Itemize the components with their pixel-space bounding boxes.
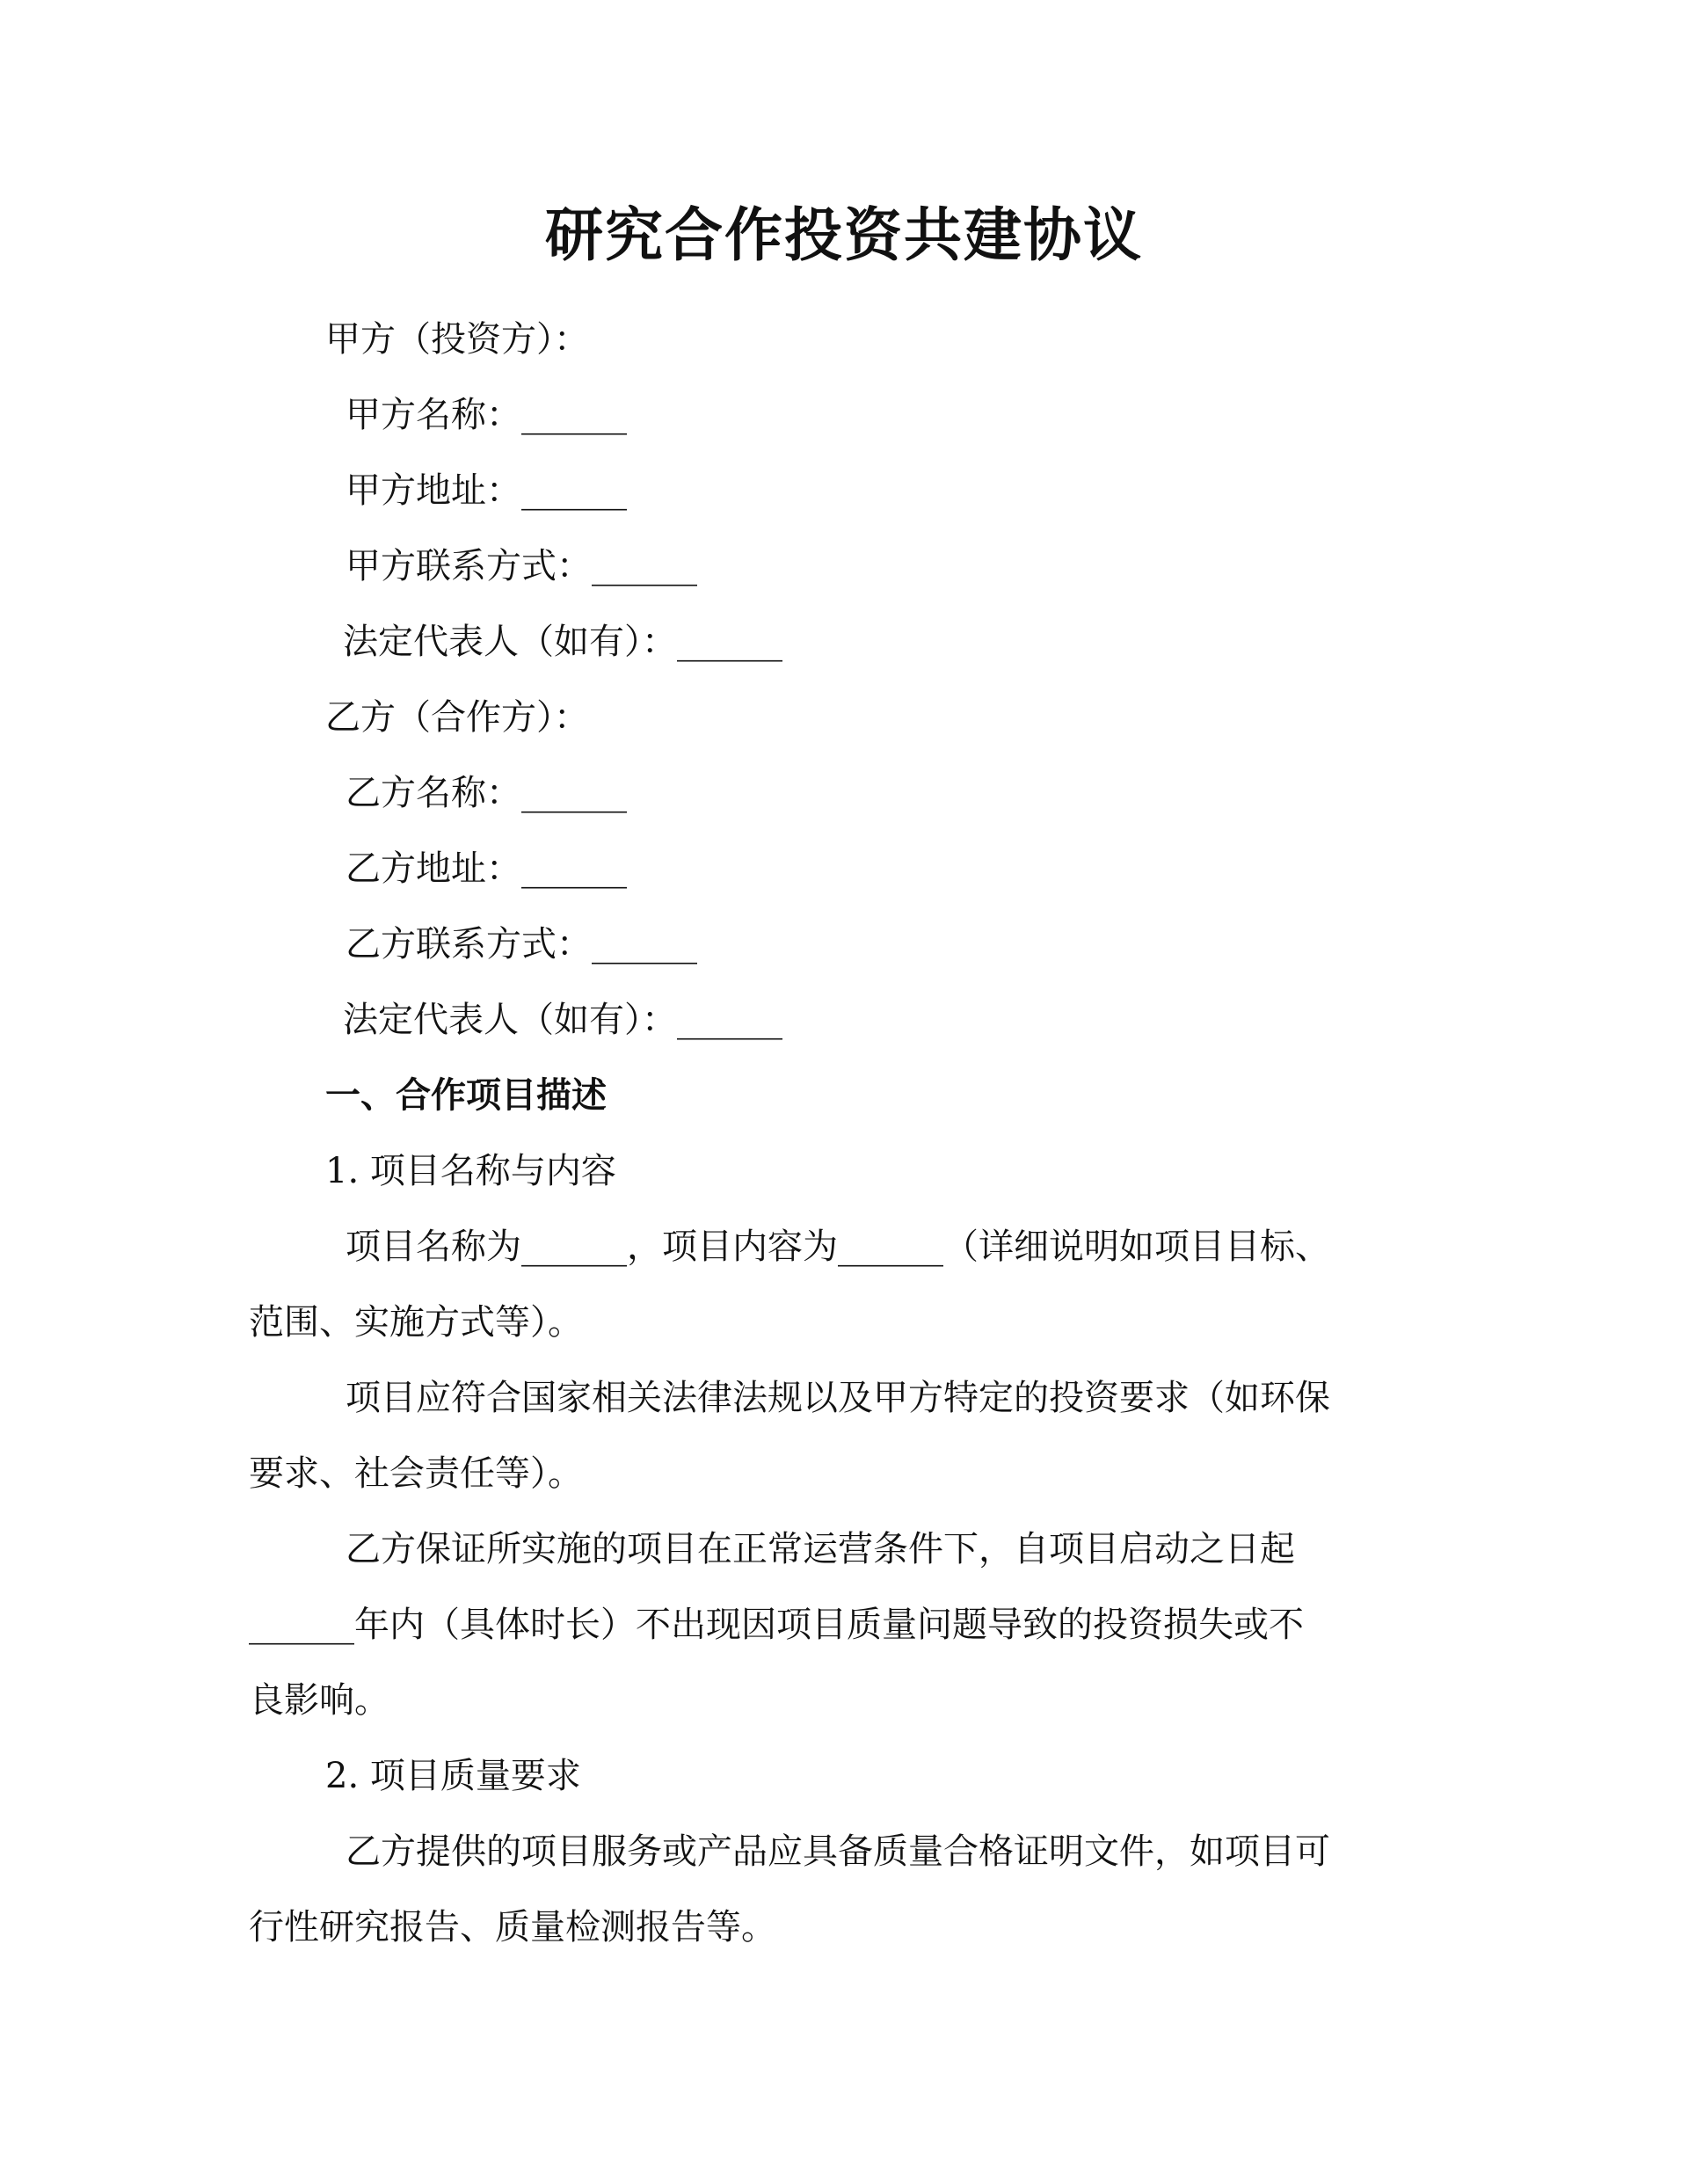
- paragraph-1-line-2: 范围、实施方式等）。: [249, 1302, 583, 1343]
- party-b-legal-rep: 法定代表人（如有）：______: [343, 1000, 782, 1040]
- paragraph-3-line-2: ______年内（具体时长）不出现因项目质量问题导致的投资损失或不: [249, 1605, 1304, 1645]
- paragraph-3-line-1: 乙方保证所实施的项目在正常运营条件下，自项目启动之日起: [346, 1529, 1295, 1569]
- party-a-contact: 甲方联系方式：______: [346, 546, 697, 586]
- paragraph-1-line-1: 项目名称为______，项目内容为______（详细说明如项目目标、: [346, 1227, 1330, 1267]
- paragraph-4-line-1: 乙方提供的项目服务或产品应具备质量合格证明文件，如项目可: [346, 1831, 1330, 1872]
- party-b-heading: 乙方（合作方）：: [325, 697, 589, 738]
- paragraph-3-line-3: 良影响。: [249, 1680, 389, 1721]
- document-title: 研究合作投资共建协议: [545, 200, 1143, 269]
- party-b-contact: 乙方联系方式：______: [346, 924, 697, 965]
- party-a-heading: 甲方（投资方）：: [325, 319, 589, 360]
- paragraph-2-line-2: 要求、社会责任等）。: [249, 1453, 583, 1494]
- item-1-title: 1. 项目名称与内容: [325, 1151, 616, 1191]
- party-a-address: 甲方地址：______: [346, 470, 627, 511]
- party-a-name: 甲方名称：______: [346, 395, 627, 435]
- paragraph-4-line-2: 行性研究报告、质量检测报告等。: [249, 1907, 776, 1947]
- paragraph-2-line-1: 项目应符合国家相关法律法规以及甲方特定的投资要求（如环保: [346, 1378, 1330, 1418]
- party-b-address: 乙方地址：______: [346, 848, 627, 889]
- party-a-legal-rep: 法定代表人（如有）：______: [343, 622, 782, 662]
- party-b-name: 乙方名称：______: [346, 773, 627, 813]
- item-2-title: 2. 项目质量要求: [325, 1756, 581, 1796]
- section-1-heading: 一、合作项目描述: [325, 1074, 607, 1116]
